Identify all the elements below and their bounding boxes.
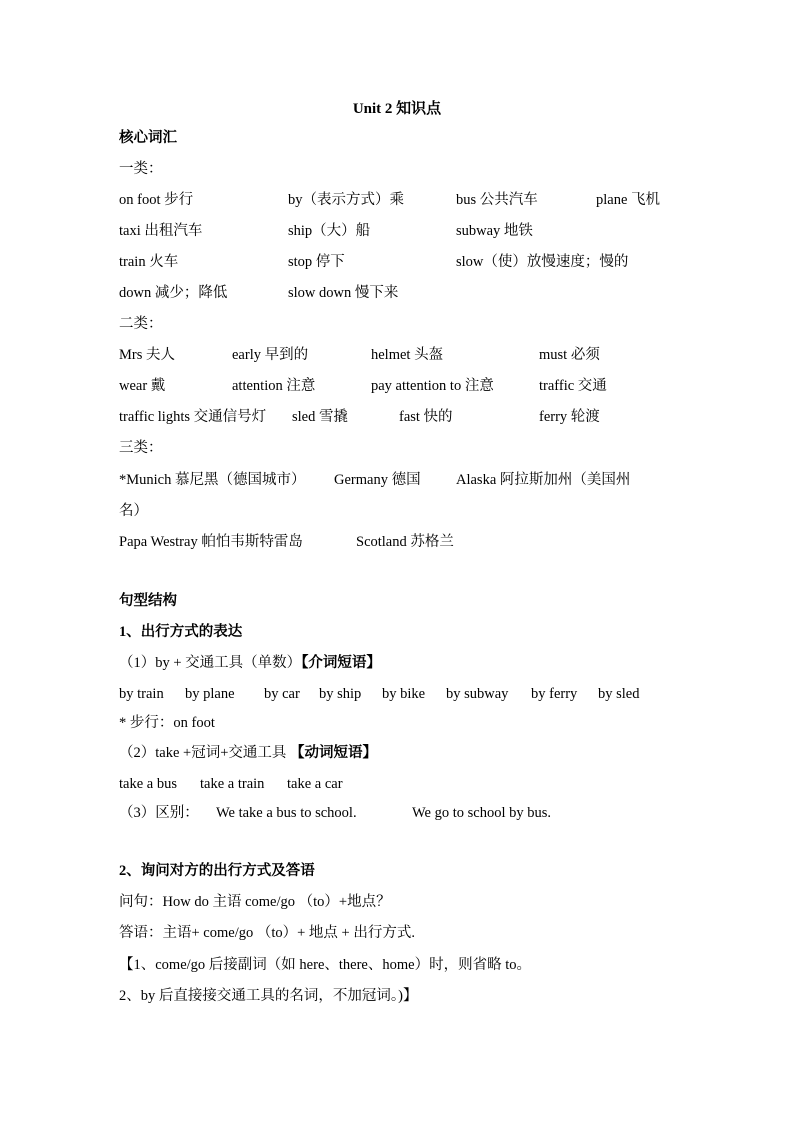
answer-pattern: 答语：主语+ come/go （to）+ 地点 + 出行方式. [119,925,415,941]
class1-row-4 [0,283,794,303]
vocab-item: early 早到的 [232,347,309,363]
class3-label: 三类： [119,440,163,456]
vocab-item: slow down 慢下来 [288,285,399,301]
example-item: by ferry [531,686,578,702]
class2-row-1 [0,345,794,365]
point-3 [0,803,794,823]
example-item: by train [119,686,164,702]
vocab-item: bus 公共汽车 [456,192,538,208]
point-2-text: （2）take +冠词+交通工具 [119,745,291,761]
class3-row-2 [0,501,794,521]
vocab-item: pay attention to 注意 [371,378,494,394]
vocab-item: Alaska 阿拉斯加州（美国州 [456,472,631,488]
vocab-item: sled 雪撬 [292,409,348,425]
vocab-item: wear 戴 [119,378,166,394]
vocab-item: Mrs 夫人 [119,347,175,363]
vocab-item: Papa Westray 帕怕韦斯特雷岛 [119,534,303,550]
class2-label: 二类： [119,316,163,332]
vocab-item: train 火车 [119,254,179,270]
vocab-item: by（表示方式）乘 [288,192,404,208]
point-2-tag: 【动词短语】 [290,745,378,761]
vocab-item: on foot 步行 [119,192,194,208]
vocab-item: attention 注意 [232,378,316,394]
class2-row-2 [0,376,794,396]
point-2 [119,743,377,763]
vocab-item: traffic 交通 [539,378,607,394]
vocab-item: stop 停下 [288,254,345,270]
class3-row-1 [0,470,794,490]
vocab-item: helmet 头盔 [371,347,444,363]
example-item: by bike [382,686,426,702]
vocab-item: taxi 出租汽车 [119,223,203,239]
vocab-item: plane 飞机 [596,192,661,208]
vocab-item: subway 地铁 [456,223,533,239]
vocab-item: slow（使）放慢速度；慢的 [456,254,629,270]
page-title: Unit 2 知识点 [352,101,442,117]
class1-label: 一类： [119,161,163,177]
example-item: by sled [598,686,640,702]
point-3-example-a: We take a bus to school. [216,805,357,821]
walk-note: * 步行：on foot [119,715,215,731]
vocab-item: *Munich 慕尼黑（德国城市） [119,472,306,488]
vocab-item: down 减少；降低 [119,285,228,301]
vocab-item: ship（大）船 [288,223,371,239]
vocab-item: Germany 德国 [334,472,421,488]
class2-row-3 [0,407,794,427]
vocab-item: must 必须 [539,347,600,363]
point-3-label: （3）区别： [119,805,199,821]
class1-row-1 [0,190,794,210]
point-3-example-b: We go to school by bus. [412,805,551,821]
vocab-heading: 核心词汇 [119,130,177,146]
by-examples-row [0,684,794,704]
sentences-heading: 句型结构 [119,593,177,609]
class1-row-2 [0,221,794,241]
vocab-item: 名） [119,503,148,519]
example-item: take a car [287,776,343,792]
section2-heading: 2、询问对方的出行方式及答语 [119,863,315,879]
example-item: by plane [185,686,235,702]
vocab-item: traffic lights 交通信号灯 [119,409,267,425]
point-1-tag: 【介词短语】 [301,655,381,671]
example-item: take a train [200,776,265,792]
question-pattern: 问句：How do 主语 come/go （to）+地点？ [119,894,391,910]
vocab-item: ferry 轮渡 [539,409,600,425]
point-1 [119,653,381,673]
point-1-text: （1）by + 交通工具（单数） [119,655,302,671]
class1-row-3 [0,252,794,272]
note-2: 2、by 后直接接交通工具的名词，不加冠词。)】 [119,988,418,1004]
section1-heading: 1、出行方式的表达 [119,624,243,640]
take-examples-row [0,774,794,794]
example-item: by ship [319,686,362,702]
example-item: by subway [446,686,509,702]
class3-row-3 [0,532,794,552]
vocab-item: fast 快的 [399,409,453,425]
example-item: by car [264,686,300,702]
vocab-item: Scotland 苏格兰 [356,534,454,550]
example-item: take a bus [119,776,177,792]
note-1: 【1、come/go 后接副词（如 here、there、home）时，则省略 to。 [119,957,531,973]
